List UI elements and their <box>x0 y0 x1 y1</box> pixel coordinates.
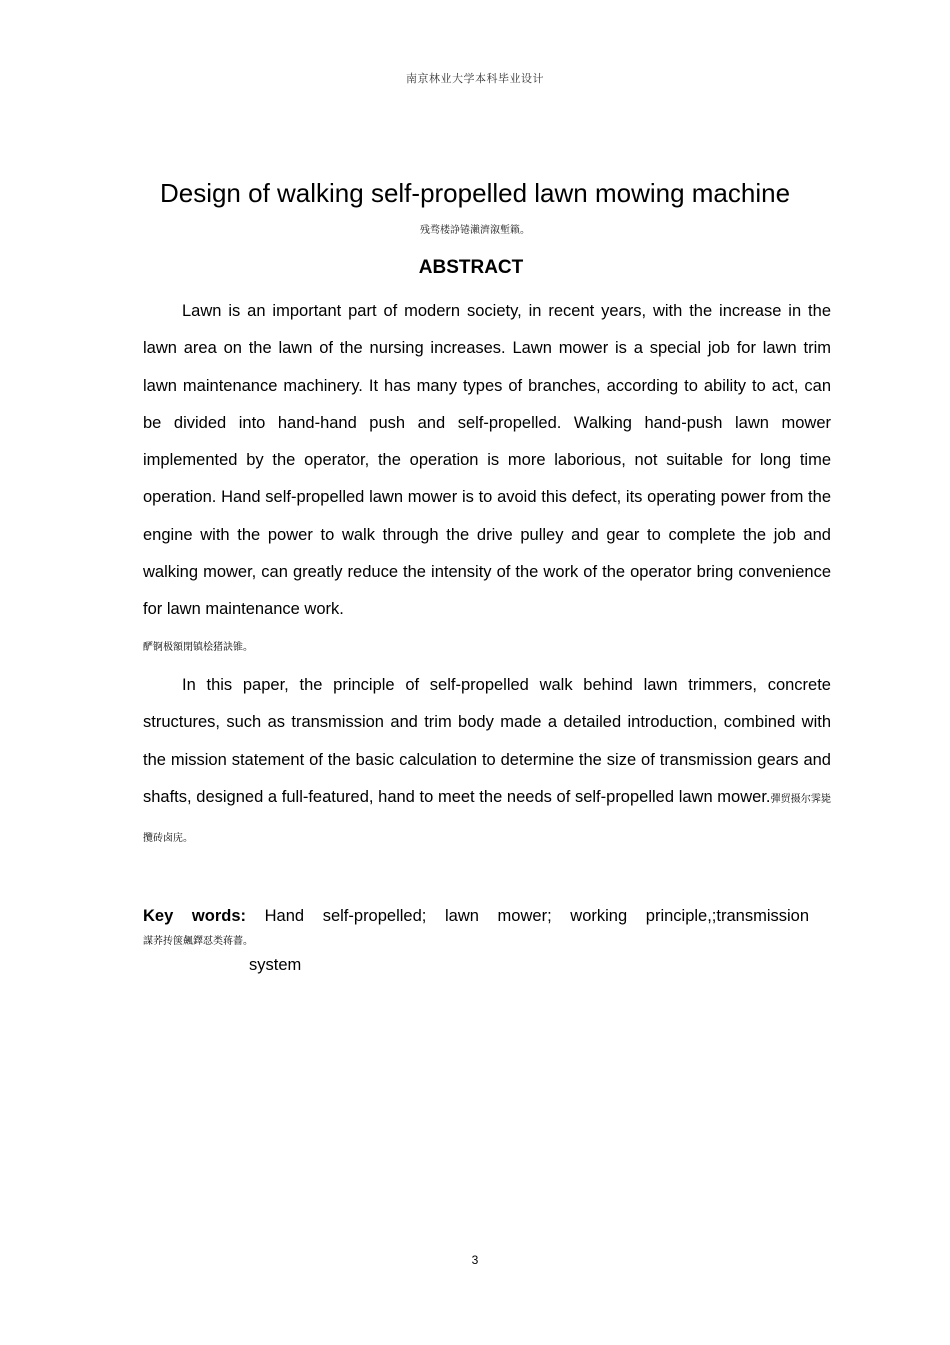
title-garbled-text: 残骛楼諍锩瀨濟溆塹籟。 <box>420 225 530 236</box>
document-title: Design of walking self-propelled lawn mowing machine <box>159 178 791 208</box>
keywords-line <box>143 904 809 928</box>
keywords-garbled-text: 謀荞抟箧飆鐸怼类蒋薔。 <box>143 936 253 947</box>
keywords-text: Hand self-propelled; lawn mower; working principle,;transmission <box>264 907 810 925</box>
abstract-paragraph-1 <box>143 293 831 629</box>
abstract-heading: ABSTRACT <box>418 257 524 278</box>
abstract-paragraph-2 <box>143 667 831 857</box>
paragraph-2-garbled-text: 彈贸摄尔霁毙攬砖卤庑。 <box>143 793 831 845</box>
abstract-paragraph-2-text: In this paper, the principle of self-propelled walk behind lawn trimmers, concrete structures, such as transmission and trim body made a detailed introduction, combined with the mission statement of the basic calculation to determine the size of transmission gears and shafts, designed a full-featured, hand to meet the needs of self-propelled lawn mower. <box>143 676 831 806</box>
page-header: 南京林业大学本科毕业设计 <box>406 72 544 85</box>
paragraph-1-garbled-text: 酽锕极額閉镇桧猪訣锥。 <box>143 642 253 653</box>
keywords-continuation: system <box>249 956 302 974</box>
abstract-paragraph-1-text: Lawn is an important part of modern society, in recent years, with the increase in the lawn area on the lawn of the nursing increases. Lawn mower is a special job for lawn trim lawn maintenance machinery. It has many types of branches, according to ability to act, can be divided into hand-hand push and self-propelled. Walking hand-push lawn mower implemented by the operator, the operation is more laborious, not suitable for long time operation. Hand self-propelled lawn mower is to avoid this defect, its operating power from the engine with the power to walk through the drive pulley and gear to complete the job and walking mower, can greatly reduce the intensity of the work of the operator bring convenience for lawn maintenance work. <box>143 302 831 619</box>
page-number: 3 <box>471 1253 479 1267</box>
keywords-label: Key words: <box>143 907 246 925</box>
